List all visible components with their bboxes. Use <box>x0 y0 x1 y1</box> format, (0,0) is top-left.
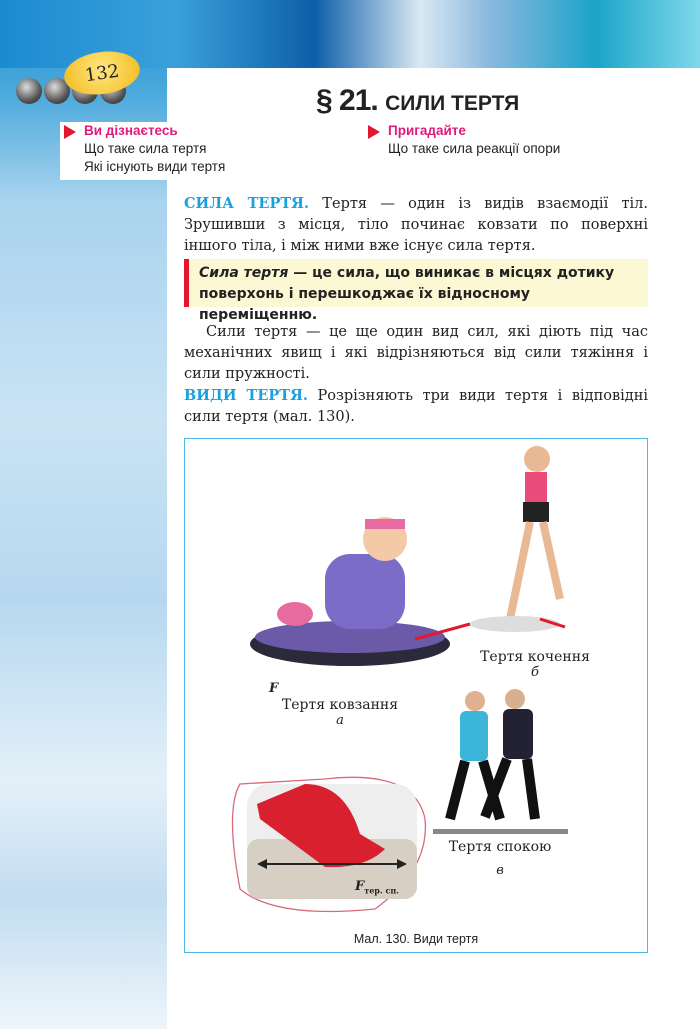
learn-item: Які існують види тертя <box>84 159 226 174</box>
recall-box <box>364 122 604 162</box>
section-title: § 21. СИЛИ ТЕРТЯ <box>316 84 520 117</box>
sled-girl-illustration <box>250 517 470 666</box>
panel-b-caption: Тертя кочення б <box>480 649 590 680</box>
paragraph-forces: Сили тертя — це ще один вид сил, які діють під час механічних явищ і які відрізняються від сили тяжіння і сили пружності. <box>184 324 648 382</box>
paragraph-friction-types: ВИДИ ТЕРТЯ. Розрізняють три види тертя і відповідні сили тертя (мал. 130). <box>184 387 648 425</box>
learn-heading: Ви дізнаєтесь <box>84 122 244 140</box>
walkers-illustration <box>433 689 568 834</box>
recall-item: Що таке сила реакції опори <box>388 141 561 156</box>
figure-130 <box>184 438 648 953</box>
panel-a-caption: Тертя ковзання а <box>281 697 399 728</box>
force-f-label: F <box>269 681 279 696</box>
paragraph-friction-force: СИЛА ТЕРТЯ. Тертя — один із видів взаємодії тіл. Зрушивши з місця, тіло починає ковзати по поверхні іншого тіла, і між ними вже існує сила тертя. <box>184 195 648 254</box>
friction-force-label: $F_{тер. сп.}$ <box>355 879 399 896</box>
panel-c-caption: Тертя спокою в <box>448 839 552 878</box>
page-number: 132 <box>61 47 142 99</box>
recall-heading: Пригадайте <box>388 122 598 140</box>
roller-skater-illustration <box>470 446 565 632</box>
figure-caption: Мал. 130. Види тертя <box>353 932 479 946</box>
definition-box: Сила тертя — це сила, що виникає в місцях дотику поверхонь і перешкоджає їх відносному переміщенню. <box>184 259 648 307</box>
friction-illustrations <box>185 439 646 951</box>
learn-item: Що таке сила тертя <box>84 141 207 156</box>
learn-box <box>60 122 250 180</box>
